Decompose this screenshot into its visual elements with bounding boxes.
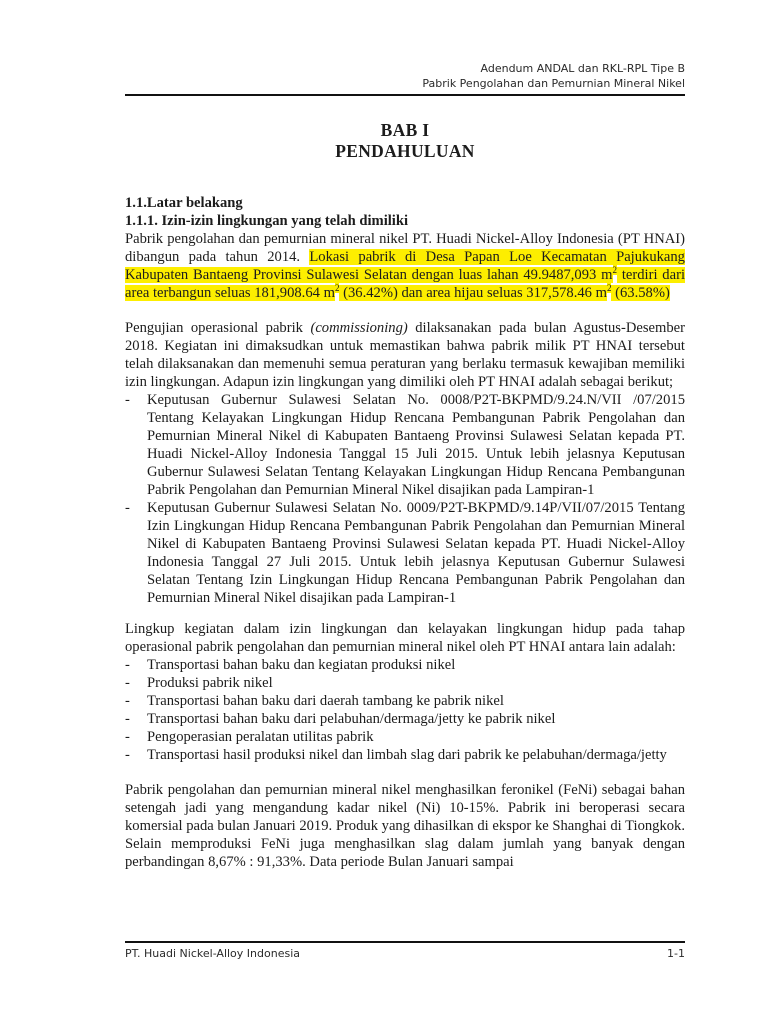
scope-list-item: [125, 728, 685, 746]
scope-item-text: Transportasi bahan baku dari pelabuhan/dermaga/jetty ke pabrik nikel: [147, 711, 556, 727]
permit-item-text: Keputusan Gubernur Sulawesi Selatan No. 0008/P2T-BKPMD/9.24.N/VII /07/2015 Tentang Kelayakan Lingkungan Hidup Rencana Pembangunan Pabrik Pengolahan dan Pemurnian Mineral Nikel di Kabupaten Bantaeng Provinsi Sulawesi Selatan kepada PT. Huadi Nickel-Alloy Indonesia Tanggal 15 Juli 2015. Untuk lebih jelasnya Keputusan Gubernur Sulawesi Selatan Tentang Kelayakan Lingkungan Hidup Rencana Pembangunan Pabrik Pengolahan dan Pemurnian Mineral Nikel disajikan pada Lampiran-1: [147, 392, 685, 498]
subsection-heading: 1.1.1. Izin-izin lingkungan yang telah dimiliki: [125, 213, 409, 229]
permit-list-item: [125, 391, 685, 499]
dash-marker: -: [125, 711, 130, 727]
document-body: [125, 194, 685, 871]
permit-list: [125, 391, 685, 607]
header-line-1: Adendum ANDAL dan RKL-RPL Tipe B: [480, 62, 685, 75]
page-header: [125, 62, 685, 96]
scope-list-item: [125, 746, 685, 764]
dash-marker: -: [125, 747, 130, 763]
scope-list-item: [125, 674, 685, 692]
scope-item-text: Pengoperasian peralatan utilitas pabrik: [147, 729, 374, 745]
scope-item-text: Transportasi bahan baku dari daerah tambang ke pabrik nikel: [147, 693, 504, 709]
footer-page-number: 1-1: [667, 947, 685, 960]
page-footer: [125, 941, 685, 960]
footer-company-name: PT. Huadi Nickel-Alloy Indonesia: [125, 947, 300, 960]
scope-list-item: [125, 692, 685, 710]
dash-marker: -: [125, 392, 130, 408]
dash-marker: -: [125, 729, 130, 745]
permit-item-text: Keputusan Gubernur Sulawesi Selatan No. 0009/P2T-BKPMD/9.14P/VII/07/2015 Tentang Izin Lingkungan Hidup Rencana Pembangunan Pabrik Pengolahan dan Pemurnian Mineral Nikel di Kabupaten Bantaeng Provinsi Sulawesi Selatan kepada PT. Huadi Nickel-Alloy Indonesia Tanggal 27 Juli 2015. Untuk lebih jelasnya Keputusan Gubernur Sulawesi Selatan Tentang Izin Lingkungan Hidup Rencana Pembangunan Pabrik Pengolahan dan Pemurnian Mineral Nikel disajikan pada Lampiran-1: [147, 500, 685, 606]
paragraph-production: Pabrik pengolahan dan pemurnian mineral nikel menghasilkan feronikel (FeNi) sebagai bahan setengah jadi yang mengandung kadar nikel (Ni) 10-15%. Pabrik ini beroperasi secara komersial pada bulan Januari 2019. Produk yang dihasilkan di ekspor ke Shanghai di Tiongkok. Selain memproduksi FeNi juga menghasilkan slag dalam jumlah yang banyak dengan perbandingan 8,67% : 91,33%. Data periode Bulan Januari sampai: [125, 782, 685, 870]
section-heading: 1.1.Latar belakang: [125, 195, 243, 211]
scope-list-item: [125, 656, 685, 674]
dash-marker: -: [125, 675, 130, 691]
paragraph-commissioning: Pengujian operasional pabrik (commissioning) dilaksanakan pada bulan Agustus-Desember 2018. Kegiatan ini dimaksudkan untuk memastikan bahwa pabrik milik PT HNAI tersebut telah dilaksanakan dan memenuhi semua peraturan yang berlaku termasuk kewajiban memiliki izin lingkungan. Adapun izin lingkungan yang dimiliki oleh PT HNAI adalah sebagai berikut;: [125, 320, 685, 390]
paragraph-scope-intro: Lingkup kegiatan dalam izin lingkungan dan kelayakan lingkungan hidup pada tahap operasional pabrik pengolahan dan pemurnian mineral nikel oleh PT HNAI antara lain adalah:: [125, 621, 685, 655]
chapter-name: PENDAHULUAN: [335, 141, 475, 161]
scope-item-text: Transportasi bahan baku dan kegiatan produksi nikel: [147, 657, 456, 673]
paragraph-location: Pabrik pengolahan dan pemurnian mineral nikel PT. Huadi Nickel-Alloy Indonesia (PT HNAI) dibangun pada tahun 2014. Lokasi pabrik di Desa Papan Loe Kecamatan Pajukukang Kabupaten Bantaeng Provinsi Sulawesi Selatan dengan luas lahan 49.9487,093 $m^2$ terdiri dari area terbangun seluas 181,908.64 $m^2$ (36.42%) dan area hijau seluas 317,578.46 $m^2$ (63.58%): [125, 231, 685, 301]
header-line-2: Pabrik Pengolahan dan Pemurnian Mineral Nikel: [422, 76, 685, 90]
permit-list-item: [125, 499, 685, 607]
dash-marker: -: [125, 500, 130, 516]
scope-item-text: Produksi pabrik nikel: [147, 675, 273, 691]
chapter-number: BAB I: [380, 120, 430, 140]
scope-item-text: Transportasi hasil produksi nikel dan limbah slag dari pabrik ke pelabuhan/dermaga/jetty: [147, 747, 667, 763]
scope-list-item: [125, 710, 685, 728]
dash-marker: -: [125, 693, 130, 709]
dash-marker: -: [125, 657, 130, 673]
scope-list: [125, 656, 685, 764]
chapter-title: [125, 120, 685, 162]
